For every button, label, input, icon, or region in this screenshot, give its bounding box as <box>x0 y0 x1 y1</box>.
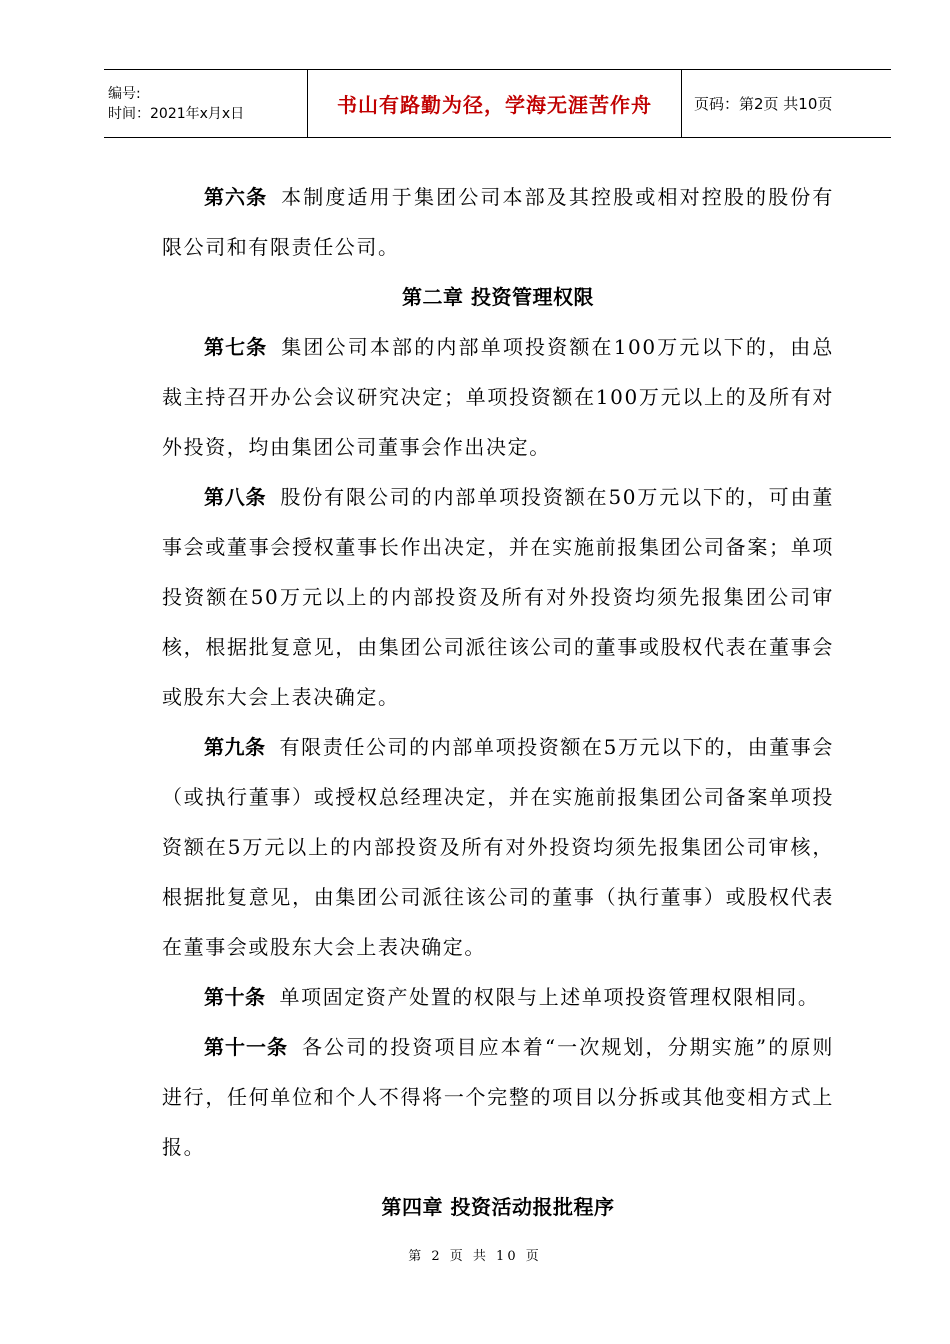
article-label: 第九条 <box>204 735 266 759</box>
article-text: 单项固定资产处置的权限与上述单项投资管理权限相同。 <box>279 985 820 1009</box>
article-10 <box>162 972 834 1022</box>
article-text: 股份有限公司的内部单项投资额在50万元以下的，可由董事会或董事会授权董事长作出决定，并在实施前报集团公司备案；单项投资额在50万元以上的内部投资及所有对外投资均须先报集团公司审核，根据批复意见，由集团公司派往该公司的董事或股权代表在董事会或股东大会上表决确定。 <box>162 485 834 709</box>
article-text: 各公司的投资项目应本着“一次规划，分期实施”的原则进行，任何单位和个人不得将一个完整的项目以分拆或其他变相方式上报。 <box>162 1035 834 1159</box>
document-body <box>162 172 834 1232</box>
article-label: 第八条 <box>204 485 267 509</box>
page-footer: 第 2 页 共 10 页 <box>408 1249 542 1264</box>
article-text: 本制度适用于集团公司本部及其控股或相对控股的股份有限公司和有限责任公司。 <box>162 185 835 259</box>
header-motto: 书山有路勤为径，学海无涯苦作舟 <box>337 93 652 117</box>
article-label: 第十一条 <box>204 1035 288 1059</box>
header-page-code: 页码：第2页 共10页 <box>694 95 833 113</box>
chapter-heading: 第四章 投资活动报批程序 <box>381 1195 615 1219</box>
article-text: 有限责任公司的内部单项投资额在5万元以下的，由董事会（或执行董事）或授权总经理决定，并在实施前报集团公司备案单项投资额在5万元以上的内部投资及所有对外投资均须先报集团公司审核，根据批复意见，由集团公司派往该公司的董事（执行董事）或股权代表在董事会或股东大会上表决确定。 <box>162 735 835 959</box>
article-label: 第七条 <box>204 335 268 359</box>
document-number-label: 编号: <box>108 85 141 102</box>
article-11 <box>162 1022 834 1172</box>
article-8 <box>162 472 834 722</box>
document-date: 时间：2021年x月x日 <box>108 105 245 122</box>
header-motto-cell <box>308 70 682 137</box>
article-9 <box>162 722 834 972</box>
chapter-heading: 第二章 投资管理权限 <box>402 285 594 309</box>
article-label: 第十条 <box>204 985 266 1009</box>
article-label: 第六条 <box>204 185 268 209</box>
article-6 <box>162 172 834 272</box>
article-text: 集团公司本部的内部单项投资额在100万元以下的，由总裁主持召开办公会议研究决定；单项投资额在100万元以上的及所有对外投资，均由集团公司董事会作出决定。 <box>162 335 834 459</box>
article-7 <box>162 322 834 472</box>
page-header <box>104 69 891 138</box>
header-meta <box>104 70 308 137</box>
